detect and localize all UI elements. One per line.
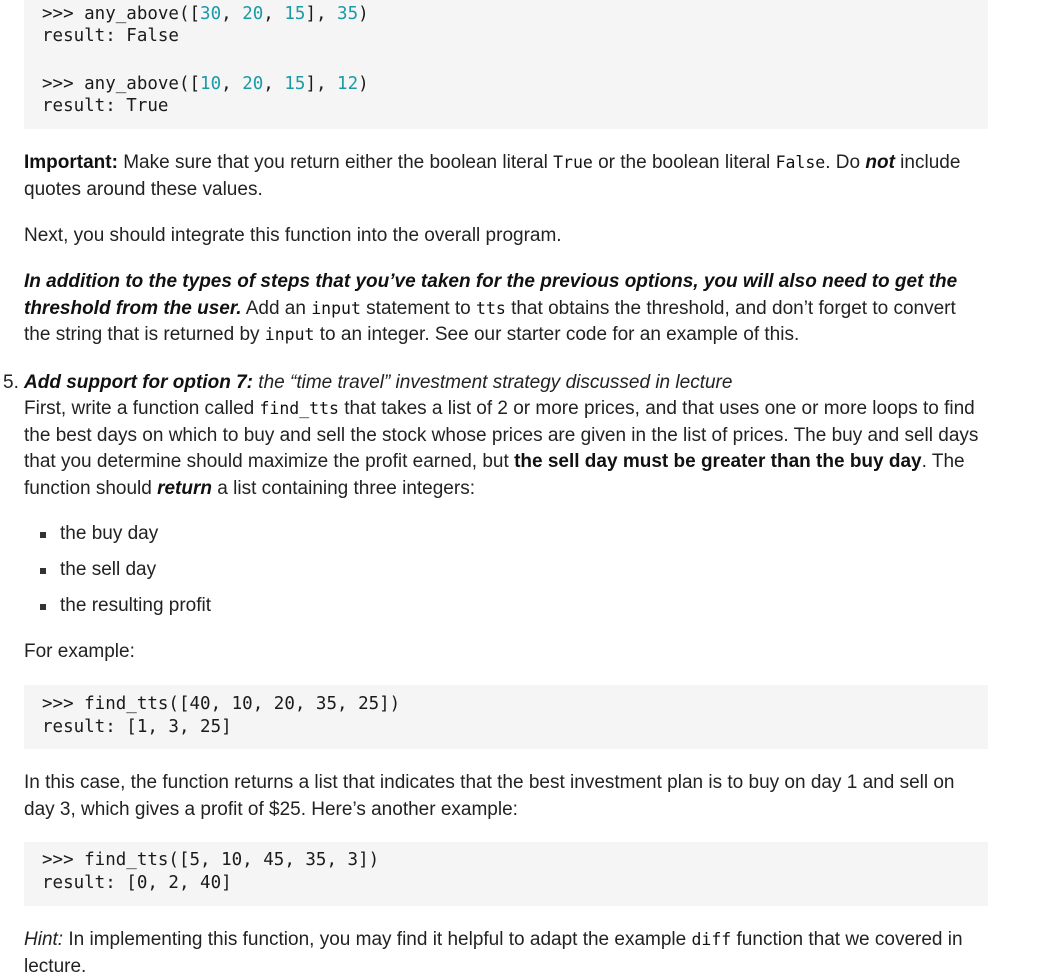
list-item: the buy day	[24, 521, 211, 557]
option7-heading: Add support for option 7: the “time travel” investment strategy discussed in lecture	[24, 372, 733, 393]
list-number: 5.	[3, 372, 19, 393]
code-line: >>> find_tts([5, 10, 45, 35, 3])	[42, 850, 380, 870]
hint-paragraph: Hint: In implementing this function, you may find it helpful to adapt the example diff function that we covered in lecture.	[24, 929, 963, 977]
code-line: result: [0, 2, 40]	[42, 873, 232, 893]
list-item: the resulting profit	[24, 593, 211, 629]
code-block-find-tts-2	[24, 842, 988, 906]
option7-paragraph: First, write a function called find_tts that takes a list of 2 or more prices, and that uses one or more loops to find the best days on which to buy and sell the stock whose prices are given in the list of prices. The buy and sell days that you determine should maximize the profit earned, but the sell day must be greater than the buy day. The function should return a list containing three integers:	[24, 398, 979, 499]
code-line: result: True	[42, 96, 169, 116]
code-line: >>> any_above([10, 20, 15], 12)	[42, 74, 369, 94]
code-line: result: False	[42, 26, 179, 46]
code-line: >>> find_tts([40, 10, 20, 35, 25])	[42, 694, 401, 714]
list-item: the sell day	[24, 557, 211, 593]
case-paragraph: In this case, the function returns a list that indicates that the best investment plan is to buy on day 1 and sell on day 3, which gives a profit of $25. Here’s another example:	[24, 772, 955, 820]
return-values-list	[24, 521, 211, 629]
for-example-label: For example:	[24, 641, 135, 662]
threshold-paragraph: In addition to the types of steps that you’ve taken for the previous options, you will also need to get the threshold from the user. Add an input statement to tts that obtains the threshold, and don’t forget to convert the string that is returned by input to an integer. See our starter code for an example of this.	[24, 271, 958, 345]
code-line: result: [1, 3, 25]	[42, 717, 232, 737]
next-paragraph: Next, you should integrate this function into the overall program.	[24, 225, 562, 246]
code-block-find-tts-1	[24, 685, 988, 749]
important-paragraph: Important: Make sure that you return either the boolean literal True or the boolean literal False. Do not include quotes around these values.	[24, 152, 961, 200]
code-block-any-above	[24, 0, 988, 129]
code-line: >>> any_above([30, 20, 15], 35)	[42, 4, 369, 24]
